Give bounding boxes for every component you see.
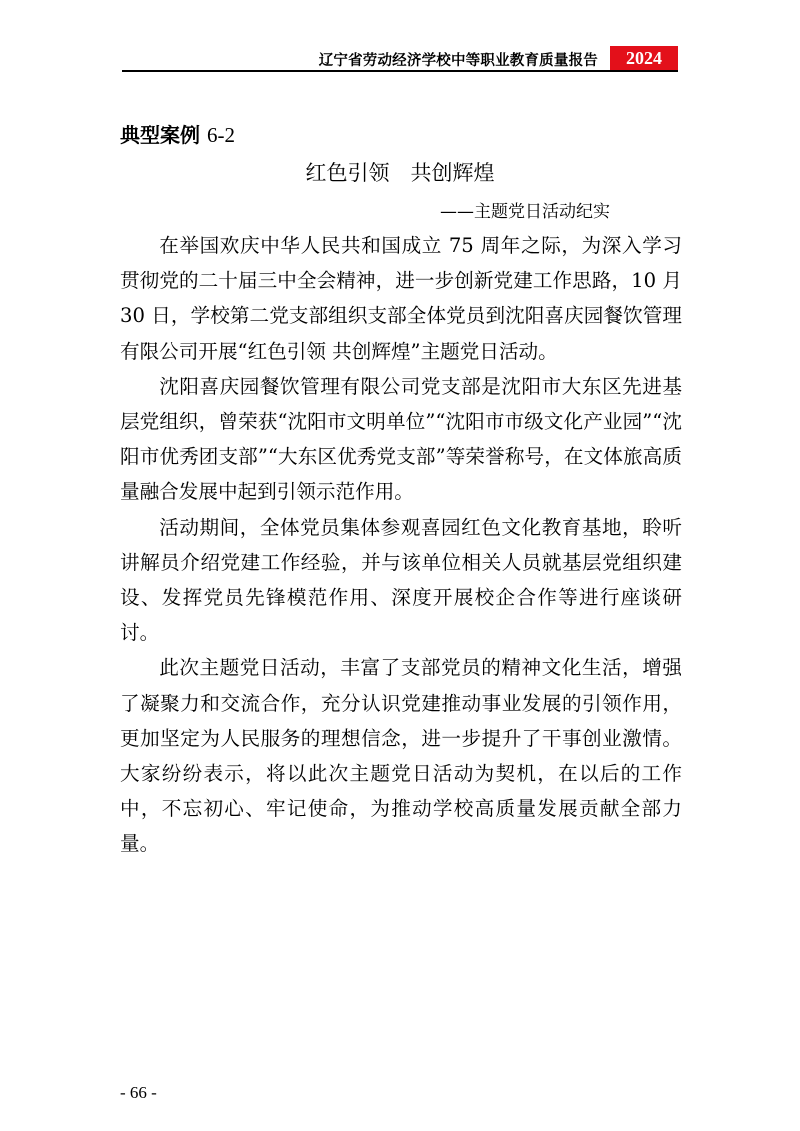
article-title: 红色引领 共创辉煌 xyxy=(305,161,495,185)
paragraph: 此次主题党日活动，丰富了支部党员的精神文化生活，增强了凝聚力和交流合作，充分认识党建推动事业发展的引领作用，更加坚定为人民服务的理想信念，进一步提升了干事创业激情。大家纷纷表示，将以此次主题党日活动为契机，在以后的工作中，不忘初心、牢记使命，为推动学校高质量发展贡献全部力量。 xyxy=(120,656,682,856)
case-label-text: 典型案例 xyxy=(120,123,200,147)
paragraph: 沈阳喜庆园餐饮管理有限公司党支部是沈阳市大东区先进基层党组织，曾荣获“沈阳市文明单位”“沈阳市市级文化产业园”“沈阳市优秀团支部”“大东区优秀党支部”等荣誉称号，在文体旅高质量融合发展中起到引领示范作用。 xyxy=(120,374,682,504)
page-header xyxy=(122,44,678,72)
page-number: - 66 - xyxy=(120,1083,157,1102)
case-label xyxy=(120,119,235,148)
year-badge: 2024 xyxy=(610,46,678,70)
article-body xyxy=(120,228,682,862)
paragraph: 在举国欢庆中华人民共和国成立 75 周年之际，为深入学习贯彻党的二十届三中全会精神，进一步创新党建工作思路，10 月 30 日，学校第二党支部组织支部全体党员到沈阳喜庆园餐饮管理有限公司开展“红色引领 共创辉煌”主题党日活动。 xyxy=(120,234,682,363)
report-title: 辽宁省劳动经济学校中等职业教育质量报告 xyxy=(318,53,598,69)
case-number: 6-2 xyxy=(206,123,235,147)
header-divider xyxy=(122,70,678,72)
article-subtitle: ——主题党日活动纪实 xyxy=(440,202,610,222)
paragraph: 活动期间，全体党员集体参观喜园红色文化教育基地，聆听讲解员介绍党建工作经验，并与该单位相关人员就基层党组织建设、发挥党员先锋模范作用、深度开展校企合作等进行座谈研讨。 xyxy=(120,515,682,645)
